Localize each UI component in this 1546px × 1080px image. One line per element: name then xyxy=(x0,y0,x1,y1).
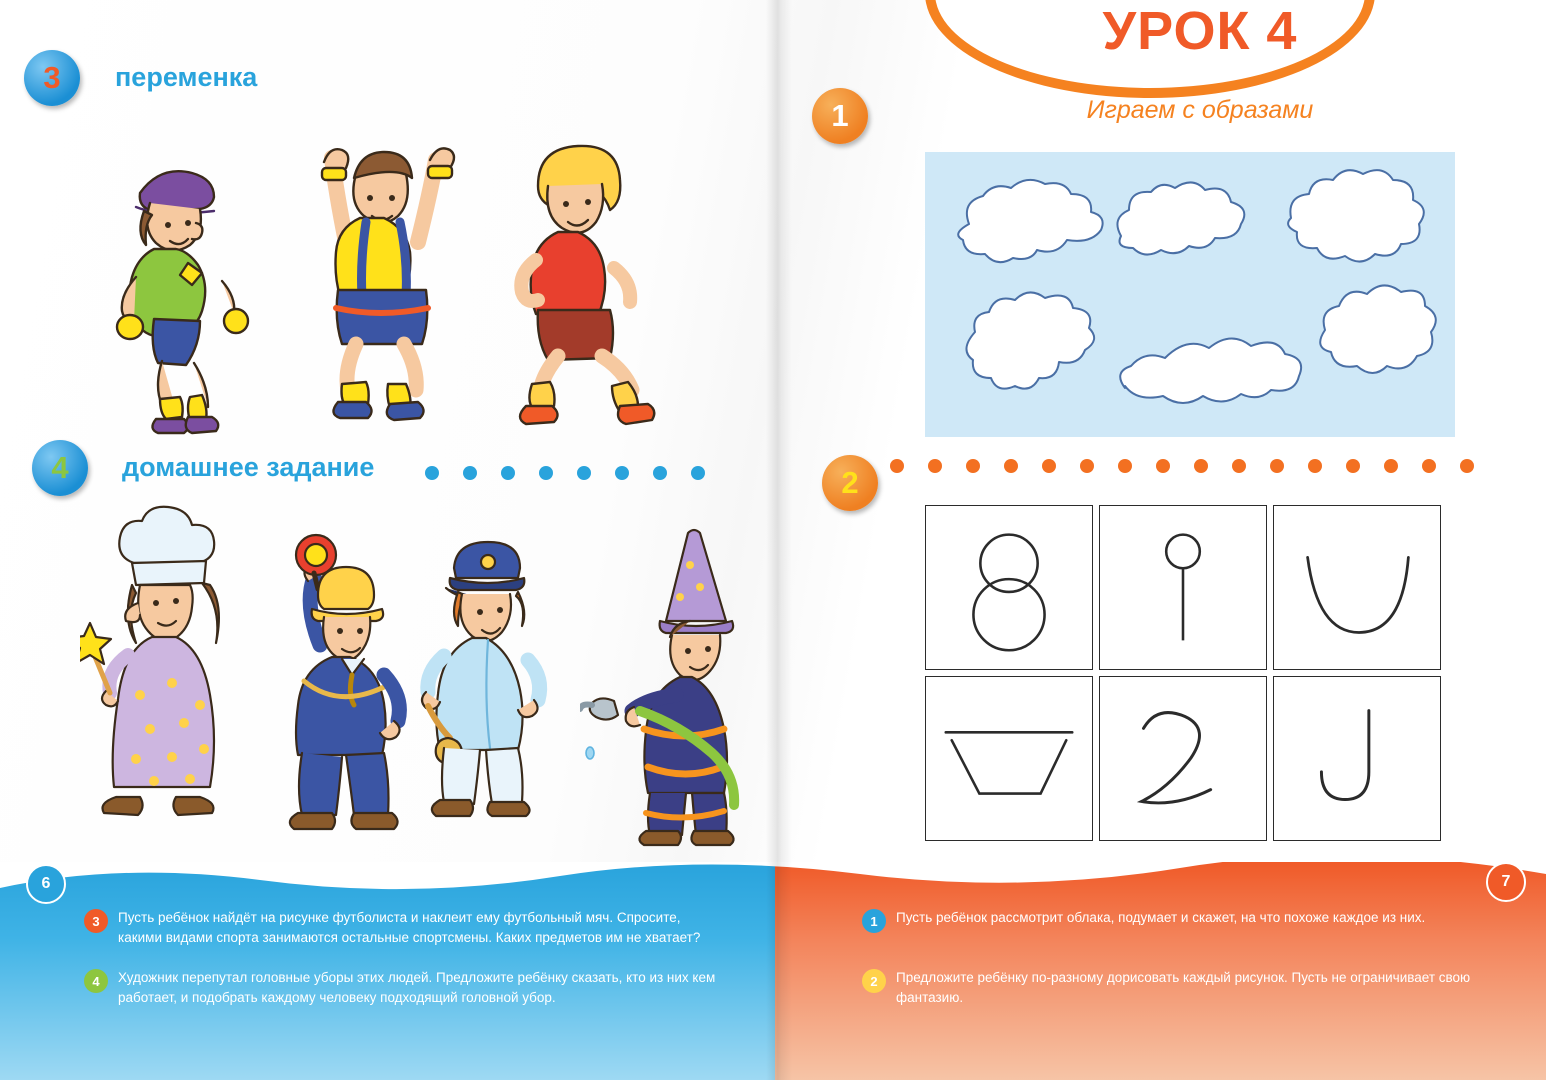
page-number-right: 7 xyxy=(1486,862,1526,902)
cloud-rabbit xyxy=(966,292,1094,388)
figure-doctor-police-cap xyxy=(400,510,580,830)
drawing-shapes-grid xyxy=(925,505,1455,850)
footer-note-4 xyxy=(84,968,724,1007)
divider-dots-left xyxy=(425,466,705,480)
shape-cell-circle-on-stick[interactable] xyxy=(1099,505,1267,670)
footer-note-4-number: 4 xyxy=(84,969,108,993)
footer-note-1-text: Пусть ребёнок рассмотрит облака, подумает и скажет, на что похоже каждое из них. xyxy=(896,910,1426,925)
section-title-perem: переменка xyxy=(115,62,258,92)
shape-cell-circle-over-circle[interactable] xyxy=(925,505,1093,670)
figure-child-green-shirt xyxy=(110,145,280,435)
figure-firefighter-wizard-hat xyxy=(580,525,800,850)
section-badge-2-number: 2 xyxy=(841,465,859,500)
section-badge-2 xyxy=(822,455,878,511)
section-badge-1-number: 1 xyxy=(831,98,849,133)
footer-note-2-number: 2 xyxy=(862,969,886,993)
section-badge-4 xyxy=(32,440,88,496)
shape-cell-trapezoid-bowl[interactable] xyxy=(925,676,1093,841)
clouds-panel xyxy=(925,152,1455,437)
figure-witch-chef-hat xyxy=(80,505,280,825)
cloud-fish xyxy=(958,180,1102,262)
figure-child-arms-up xyxy=(300,122,475,432)
cloud-flower xyxy=(1288,170,1424,261)
section-badge-3-number: 3 xyxy=(43,60,61,95)
cloud-bear xyxy=(1320,285,1436,373)
footer-note-3 xyxy=(84,908,724,947)
lesson-subtitle: Играем с образами xyxy=(1086,96,1314,124)
lesson-title: УРОК 4 xyxy=(1102,1,1298,61)
footer-note-3-text: Пусть ребёнок найдёт на рисунке футболиста и наклеит ему футбольный мяч. Спросите, какими видами спорта занимаются остальные спортсмены. Каких предметов им не хватает? xyxy=(118,910,701,945)
section-badge-4-number: 4 xyxy=(51,450,69,485)
section-badge-3 xyxy=(24,50,80,106)
footer-note-1 xyxy=(862,908,1502,933)
figure-child-runner xyxy=(510,128,695,428)
footer-note-3-number: 3 xyxy=(84,909,108,933)
cloud-crocodile xyxy=(1120,338,1301,403)
divider-dots-right xyxy=(890,459,1474,473)
shape-cell-hook-j[interactable] xyxy=(1273,676,1441,841)
section-badge-1 xyxy=(812,88,868,144)
shape-cell-arc-open-up[interactable] xyxy=(1273,505,1441,670)
footer-note-2 xyxy=(862,968,1502,1007)
section-title-homework: домашнее задание xyxy=(122,452,375,482)
cloud-plane xyxy=(1117,182,1244,254)
footer-note-2-text: Предложите ребёнку по-разному дорисовать каждый рисунок. Пусть не ограничивает свою фантазию. xyxy=(896,970,1471,1005)
page-number-left: 6 xyxy=(26,864,66,904)
footer-note-4-text: Художник перепутал головные уборы этих людей. Предложите ребёнку сказать, кто из них кем работает, и подобрать каждому человеку подходящий головной убор. xyxy=(118,970,716,1005)
footer-note-1-number: 1 xyxy=(862,909,886,933)
shape-cell-curve-two[interactable] xyxy=(1099,676,1267,841)
